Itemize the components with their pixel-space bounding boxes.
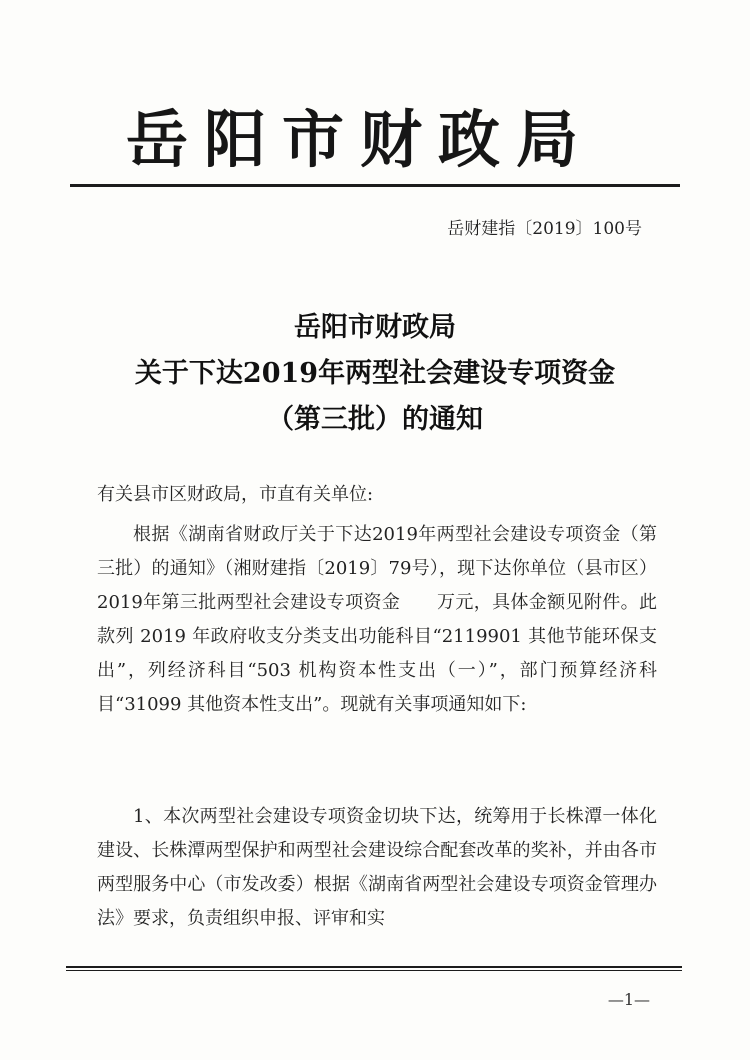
footer-divider-thin: [66, 970, 682, 971]
title-line-3: （第三批）的通知: [267, 404, 483, 435]
title-line-2: 关于下达2019年两型社会建设专项资金: [134, 358, 616, 389]
title-line-1: 岳阳市财政局: [294, 312, 456, 343]
body-paragraph-1: 根据《湖南省财政厅关于下达2019年两型社会建设专项资金（第三批）的通知》（湘财建指〔2019〕79号），现下达你单位（县市区）2019年第三批两型社会建设专项资金 万元，具体金额见附件。此款列 2019 年政府收支分类支出功能科目“2119901 其他节能环保支出”，列经济科目“503 机构资本性支出（一）”，部门预算经济科目“31099 其他资本性支出”。现就有关事项通知如下:: [97, 524, 657, 715]
letterhead-title: 岳阳市财政局: [125, 103, 594, 176]
salutation: 有关县市区财政局，市直有关单位:: [97, 484, 374, 505]
document-number: 岳财建指〔2019〕100号: [447, 219, 642, 239]
page-number: —1—: [607, 990, 650, 1009]
footer-divider-thick: [66, 966, 682, 968]
letterhead-divider: [70, 184, 680, 187]
body-paragraph-2: 1、本次两型社会建设专项资金切块下达，统筹用于长株潭一体化建设、长株潭两型保护和两型社会建设综合配套改革的奖补，并由各市两型服务中心（市发改委）根据《湖南省两型社会建设专项资金管理办法》要求，负责组织申报、评审和实: [97, 806, 657, 929]
